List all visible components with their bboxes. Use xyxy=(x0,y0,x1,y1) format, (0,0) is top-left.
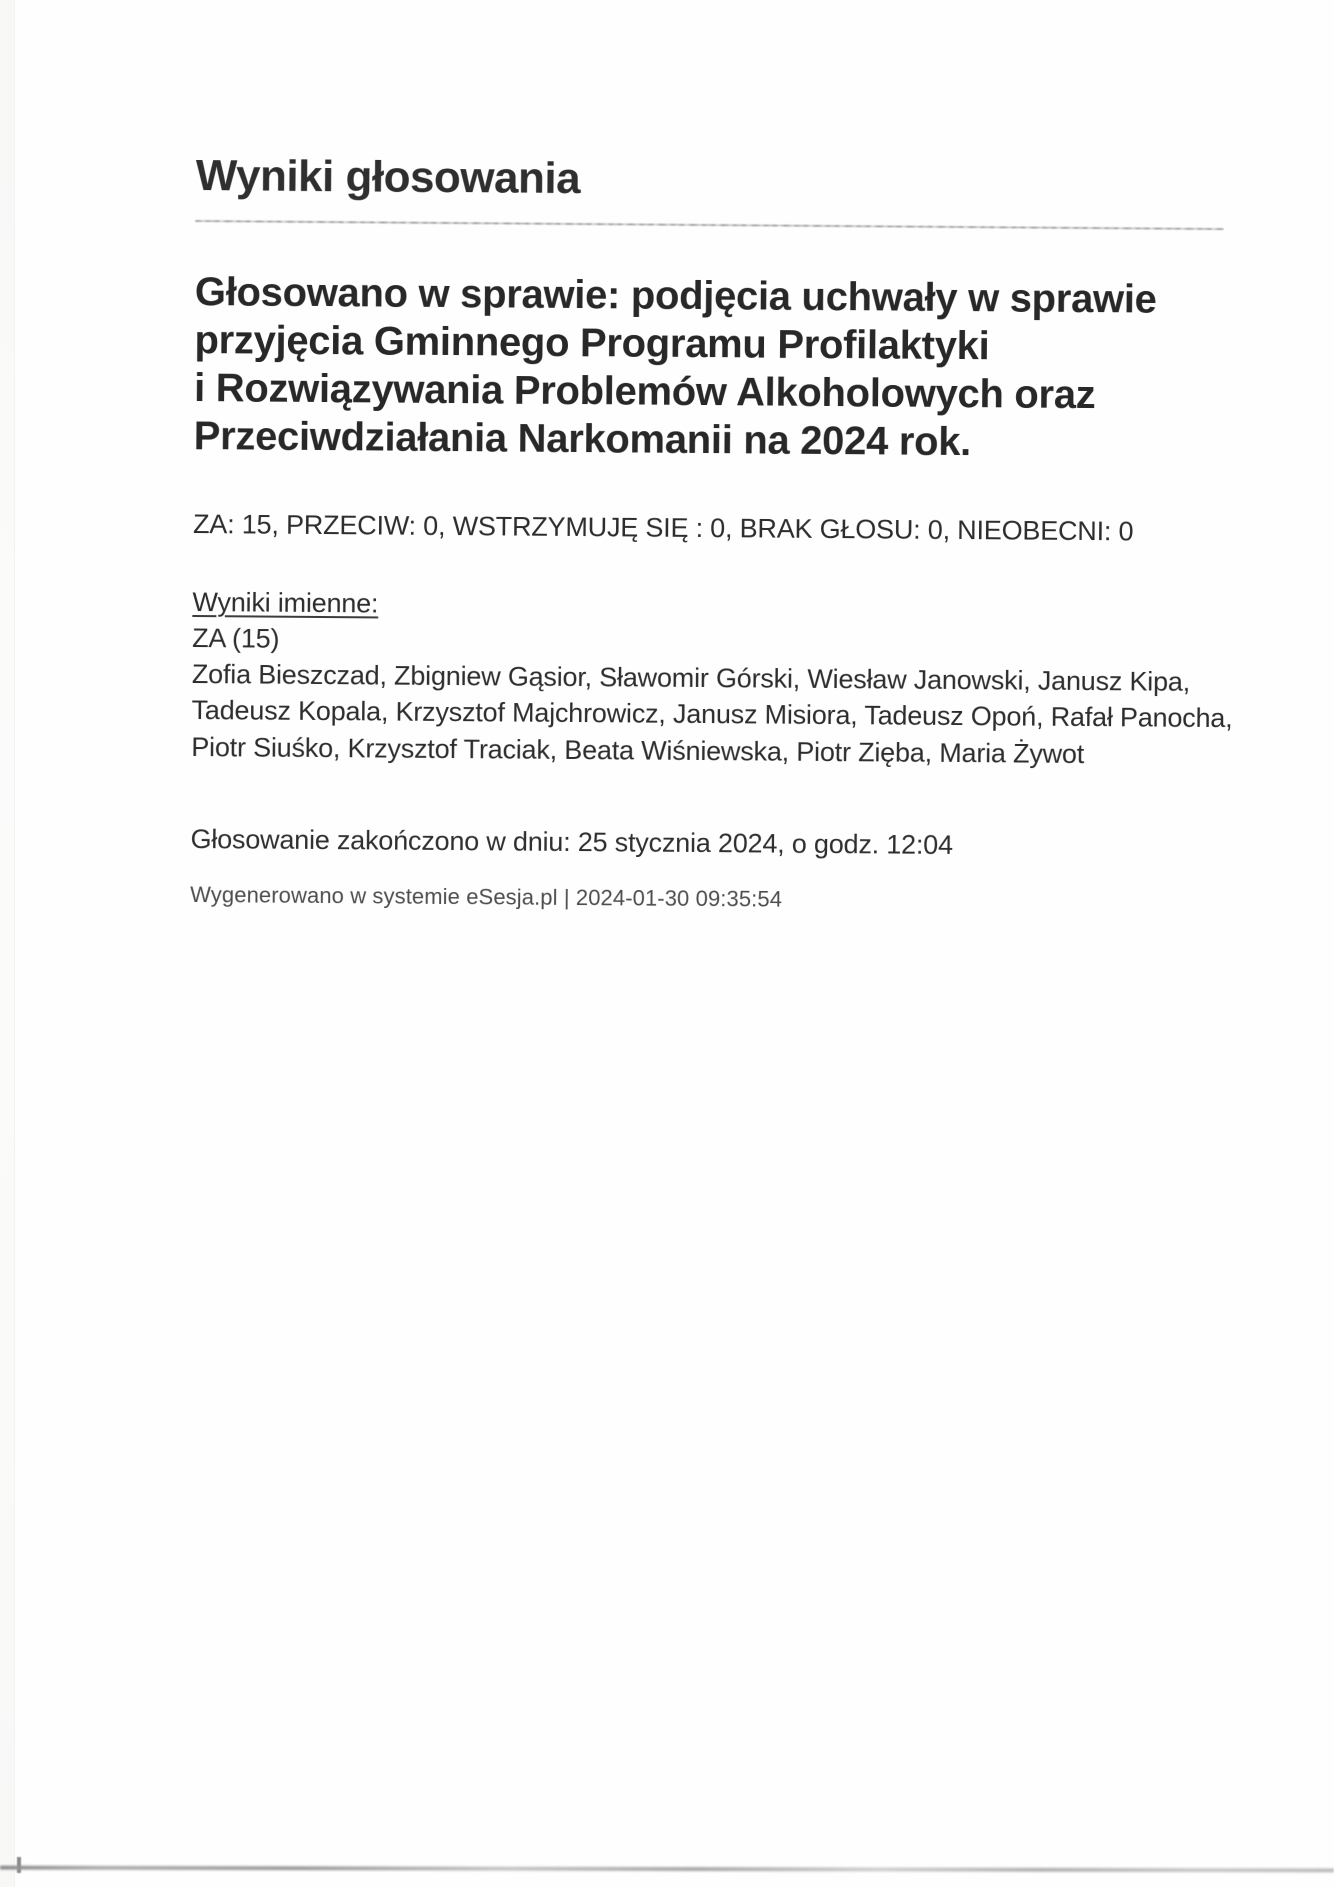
page-title: Wyniki głosowania xyxy=(195,150,581,204)
za-names-line: Tadeusz Kopala, Krzysztof Majchrowicz, Janusz Misiora, Tadeusz Opoń, Rafał Panocha, xyxy=(191,695,1233,734)
generated-footer: Wygenerowano w systemie eSesja.pl | 2024-01-30 09:35:54 xyxy=(190,882,783,912)
voting-ended-line: Głosowanie zakończono w dniu: 25 stycznia 2024, o godz. 12:04 xyxy=(190,824,953,861)
page-bottom-edge-artifact xyxy=(0,1866,1334,1873)
motion-heading-line: Przeciwdziałania Narkomanii na 2024 rok. xyxy=(193,413,972,464)
vote-group-za-label: ZA (15) xyxy=(192,622,280,654)
za-names-line: Piotr Siuśko, Krzysztof Traciak, Beata Wiśniewska, Piotr Zięba, Maria Żywot xyxy=(191,731,1085,769)
motion-heading xyxy=(194,268,1235,468)
title-divider xyxy=(195,220,1223,230)
za-names-list xyxy=(191,656,1232,774)
za-names-line: Zofia Bieszczad, Zbigniew Gąsior, Sławomir Górski, Wiesław Janowski, Janusz Kipa, xyxy=(191,658,1191,697)
motion-heading-line: przyjęcia Gminnego Programu Profilaktyki xyxy=(194,317,990,369)
named-results-label: Wyniki imienne: xyxy=(192,586,379,619)
document-content xyxy=(190,150,1236,918)
page-left-edge-artifact xyxy=(0,0,15,1887)
vote-summary: ZA: 15, PRZECIW: 0, WSTRZYMUJĘ SIĘ : 0, BRAK GŁOSU: 0, NIEOBECNI: 0 xyxy=(192,508,1134,547)
motion-heading-line: i Rozwiązywania Problemów Alkoholowych oraz xyxy=(193,365,1096,417)
motion-heading-line: Głosowano w sprawie: podjęcia uchwały w sprawie xyxy=(194,269,1157,322)
